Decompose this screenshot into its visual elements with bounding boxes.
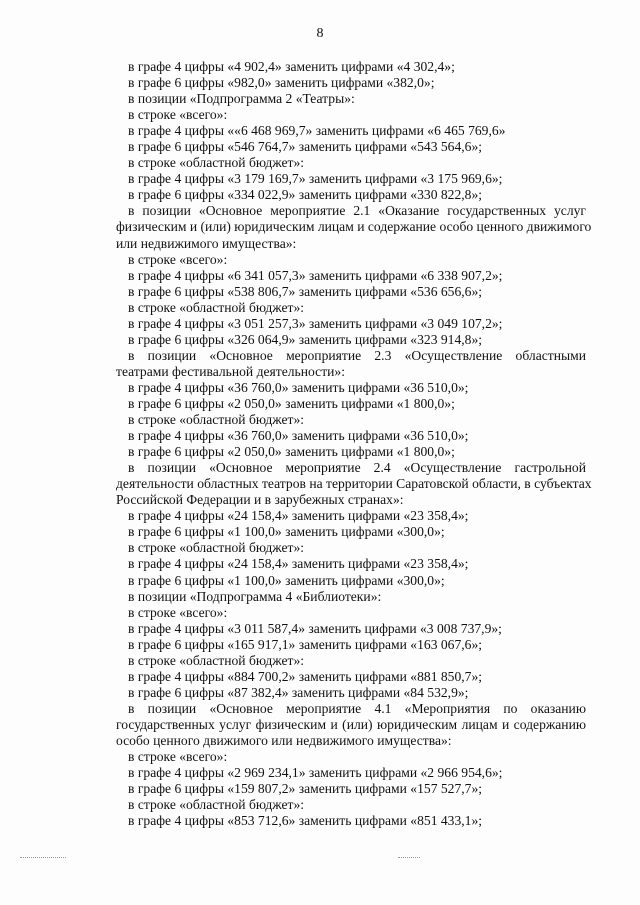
scan-artifact: [398, 857, 420, 859]
text-line: в графе 6 цифры «87 382,4» заменить цифрами «84 532,9»;: [128, 684, 469, 700]
text-line: в графе 4 цифры «24 158,4» заменить цифрами «23 358,4»;: [128, 556, 469, 572]
text-line: деятельности областных театров на территории Саратовской области, в субъектах: [116, 476, 592, 492]
text-line: в графе 6 цифры «2 050,0» заменить цифрами «1 800,0»;: [128, 395, 455, 411]
paragraph-item-2-1: [116, 203, 592, 251]
text-line: физическим и (или) юридическим лицам и содержание особо ценного движимого: [116, 219, 592, 235]
text-line: в строке «областной бюджет»:: [128, 540, 305, 556]
text-line: в позиции «Основное мероприятие 2.4 «Осуществление гастрольной: [128, 460, 586, 476]
text-line: в строке «областной бюджет»:: [128, 299, 305, 315]
text-line: в графе 4 цифры «884 700,2» заменить цифрами «881 850,7»;: [128, 668, 483, 684]
scan-artifact: [20, 857, 66, 859]
text-line: в позиции «Подпрограмма 2 «Театры»:: [128, 91, 355, 107]
text-line: в строке «всего»:: [128, 749, 228, 765]
paragraph-item-4-1: [116, 701, 586, 749]
text-line: в графе 6 цифры «326 064,9» заменить цифрами «323 914,8»;: [128, 331, 483, 347]
text-line: в графе 6 цифры «546 764,7» заменить цифрами «543 564,6»;: [128, 139, 483, 155]
text-line: в позиции «Основное мероприятие 2.1 «Оказание государственных услуг: [128, 203, 586, 219]
text-line: в строке «всего»:: [128, 107, 228, 123]
page-number: 8: [316, 26, 324, 41]
text-line: театрами фестивальной деятельности»:: [116, 363, 345, 379]
text-line: Российской Федерации и в зарубежных странах»:: [116, 492, 404, 508]
text-line: в графе 6 цифры «538 806,7» заменить цифрами «536 656,6»;: [128, 283, 483, 299]
text-line: в графе 4 цифры ««6 468 969,7» заменить цифрами «6 465 769,6»: [128, 123, 506, 139]
text-line: в графе 6 цифры «2 050,0» заменить цифрами «1 800,0»;: [128, 444, 455, 460]
text-line: в графе 4 цифры «36 760,0» заменить цифрами «36 510,0»;: [128, 428, 469, 444]
text-line: в позиции «Основное мероприятие 2.3 «Осуществление областными: [128, 347, 586, 363]
text-line: в строке «всего»:: [128, 604, 228, 620]
text-line: в строке «областной бюджет»:: [128, 797, 305, 813]
text-line: в графе 4 цифры «36 760,0» заменить цифрами «36 510,0»;: [128, 379, 469, 395]
text-line: в графе 4 цифры «3 051 257,3» заменить цифрами «3 049 107,2»;: [128, 315, 503, 331]
text-line: в графе 6 цифры «982,0» заменить цифрами «382,0»;: [128, 75, 435, 91]
text-line: в графе 4 цифры «2 969 234,1» заменить цифрами «2 966 954,6»;: [128, 765, 503, 781]
text-line: в графе 4 цифры «3 011 587,4» заменить цифрами «3 008 737,9»;: [128, 620, 502, 636]
text-line: в строке «областной бюджет»:: [128, 412, 305, 428]
text-line: в графе 6 цифры «1 100,0» заменить цифрами «300,0»;: [128, 572, 445, 588]
text-line: в графе 4 цифры «6 341 057,3» заменить цифрами «6 338 907,2»;: [128, 267, 503, 283]
text-line: в строке «областной бюджет»:: [128, 652, 305, 668]
text-line: в графе 4 цифры «853 712,6» заменить цифрами «851 433,1»;: [128, 813, 483, 829]
text-line: в графе 6 цифры «165 917,1» заменить цифрами «163 067,6»;: [128, 636, 483, 652]
paragraph-item-2-4: [116, 460, 592, 508]
document-body: [116, 59, 592, 829]
text-line: особо ценного движимого или недвижимого имущества»:: [116, 732, 452, 748]
text-line: в строке «областной бюджет»:: [128, 155, 305, 171]
text-line: в графе 4 цифры «24 158,4» заменить цифрами «23 358,4»;: [128, 508, 469, 524]
paragraph-item-2-3: [116, 348, 586, 380]
text-line: государственных услуг физическим и (или) юридическим лицам и содержанию: [116, 716, 586, 732]
text-line: в графе 6 цифры «334 022,9» заменить цифрами «330 822,8»;: [128, 187, 483, 203]
text-line: или недвижимого имущества»:: [116, 235, 297, 251]
text-line: в графе 6 цифры «1 100,0» заменить цифрами «300,0»;: [128, 524, 445, 540]
text-line: в графе 4 цифры «4 902,4» заменить цифрами «4 302,4»;: [128, 59, 455, 74]
text-line: в графе 4 цифры «3 179 169,7» заменить цифрами «3 175 969,6»;: [128, 171, 503, 187]
text-line: в позиции «Основное мероприятие 4.1 «Мероприятия по оказанию: [128, 700, 586, 716]
text-line: в позиции «Подпрограмма 4 «Библиотеки»:: [128, 588, 382, 604]
text-line: в строке «всего»:: [128, 251, 228, 267]
text-line: в графе 6 цифры «159 807,2» заменить цифрами «157 527,7»;: [128, 781, 483, 797]
